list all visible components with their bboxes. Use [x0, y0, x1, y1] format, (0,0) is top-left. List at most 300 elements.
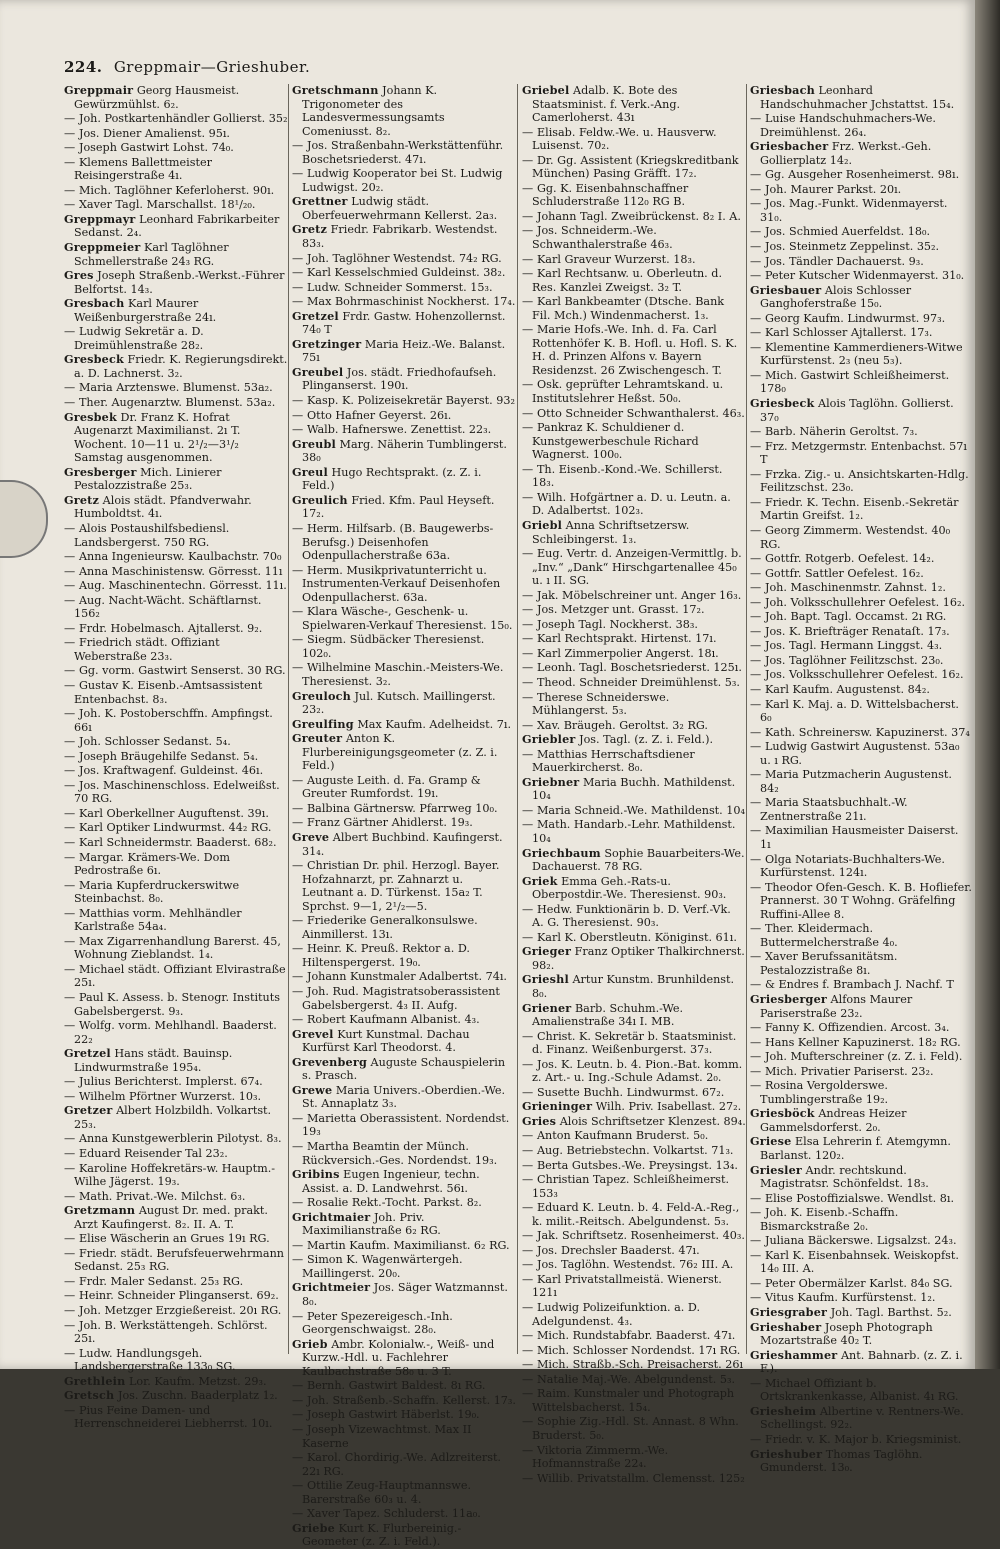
entry-surname: — [522, 323, 534, 337]
entry-surname: — [750, 254, 762, 268]
entry-surname: — [64, 991, 76, 1004]
directory-entry [292, 438, 516, 465]
entry-details: Jos. städt. Friedhofaufseh. Plinganserst. 190ı. [302, 365, 497, 393]
entry-details: Ludw. Schneider Sommerst. 15₃. [306, 280, 493, 294]
entry-surname: — [292, 563, 304, 577]
entry-surname: — [292, 1111, 304, 1125]
entry-surname: — [64, 579, 76, 593]
directory-entry [292, 409, 516, 423]
entry-surname: — [292, 985, 304, 998]
entry-surname: — [750, 768, 762, 782]
entry-surname: — [522, 378, 534, 392]
directory-entry [64, 1075, 288, 1089]
directory-entry [522, 1472, 746, 1486]
entry-surname: — [64, 593, 76, 607]
directory-entry [522, 1115, 746, 1129]
directory-entry [64, 1162, 288, 1189]
entry-details: Theodor Ofen-Gesch. K. B. Hofliefer. Prannerst. 30 T Wohng. Gräfelfing Ruffini-Allee 8. [760, 880, 972, 921]
entry-details: Peter Spezereigesch.-Inh. Georgenschwaigst. 28₀. [302, 1309, 453, 1337]
directory-entry [750, 993, 972, 1020]
directory-entry [750, 922, 972, 949]
entry-details: Max Zigarrenhandlung Barerst. 45, Wohnung Zieblandst. 1₄. [74, 934, 281, 962]
directory-entry [750, 1306, 972, 1320]
directory-entry [64, 1047, 288, 1074]
page-number: 224. [64, 58, 103, 76]
directory-entry [64, 679, 288, 706]
entry-surname: — [292, 773, 304, 787]
entry-details: Kasp. K. Polizeisekretär Bayerst. 93₂ [306, 394, 515, 408]
entry-details: Hans Kellner Kapuzinerst. 18₂ RG. [764, 1035, 961, 1049]
entry-details: Johann Kunstmaler Adalbertst. 74ı. [306, 970, 507, 984]
entry-surname: — [292, 914, 304, 928]
directory-entry [522, 676, 746, 690]
entry-details: Joh. Mufterschreiner (z. Z. i. Feld). [764, 1050, 963, 1064]
entry-details: Jos. Zuschn. Baaderplatz 1₂. [117, 1389, 278, 1403]
directory-entry [522, 126, 746, 153]
entry-details: Willib. Privatstallm. Clemensst. 125₂ [536, 1471, 745, 1485]
directory-entry [64, 565, 288, 579]
entry-surname: — [750, 1248, 762, 1262]
directory-entry [522, 818, 746, 845]
entry-details: Susette Buchh. Lindwurmst. 67₂. [536, 1085, 725, 1099]
directory-entry [64, 269, 288, 296]
entry-details: Jos. Taglöhn. Westendst. 76₂ III. A. [536, 1258, 734, 1272]
entry-details: Gg. K. Eisenbahnschaffner Schluderstraße 112₀ RG B. [532, 181, 689, 209]
directory-entry [750, 369, 972, 396]
entry-surname: — [750, 595, 762, 609]
entry-details: Wolfg. vorm. Mehlhandl. Baaderst. 22₂ [74, 1019, 277, 1046]
entry-details: Frdr. Maler Sedanst. 25₃ RG. [78, 1274, 244, 1288]
entry-details: Maria Univers.-Oberdien.-We. St. Annaplatz 3₃. [302, 1083, 506, 1111]
entry-details: Pankraz K. Schuldiener d. Kunstgewerbeschule Richard Wagnerst. 100₀. [532, 421, 699, 462]
entry-details: Friedr. städt. Berufsfeuerwehrmann Sedanst. 25₃ RG. [74, 1246, 284, 1274]
entry-surname: — [522, 632, 534, 646]
directory-entry [750, 1135, 972, 1162]
directory-entry [522, 1144, 746, 1158]
entry-details: Luise Handschuhmachers-We. Dreimühlenst. 26₄. [760, 112, 936, 139]
entry-surname: Greulfing [292, 716, 354, 731]
entry-surname: Greppmayr [64, 211, 136, 226]
entry-details: Johann K. Trigonometer des Landesvermessungsamts Comeniusst. 8₂. [302, 84, 445, 138]
directory-entry [522, 1229, 746, 1243]
entry-details: Maria Staatsbuchhalt.-W. Zentnerstraße 21ı. [760, 796, 908, 823]
entry-details: Joh. Volksschullehrer Oefelest. 16₂. [764, 595, 966, 609]
directory-entry [64, 750, 288, 764]
entry-details: Klara Wäsche-, Geschenk- u. Spielwaren-Verkauf Theresienst. 15₀. [302, 605, 513, 632]
entry-surname: — [750, 922, 762, 936]
column-divider [746, 84, 747, 1354]
directory-entry [292, 281, 516, 295]
entry-details: Eduard Reisender Tal 23₂. [78, 1147, 228, 1161]
entry-surname: — [522, 547, 534, 561]
entry-surname: Griesböck [750, 1106, 815, 1121]
directory-entry [750, 84, 972, 111]
entry-details: Alois Schriftsetzer Klenzest. 89₄. [559, 1114, 746, 1128]
directory-entry [64, 1147, 288, 1161]
entry-details: Matthias Herrschaftsdiener Mauerkircherst. 8₀. [532, 747, 695, 775]
entry-surname: — [750, 796, 762, 810]
entry-surname: — [292, 1013, 304, 1027]
entry-details: Herm. Musikprivatunterricht u. Instrumenten-Verkauf Deisenhofen Odenpullacherst. 63a. [302, 563, 501, 604]
directory-entry [522, 1002, 746, 1029]
directory-entry [522, 224, 746, 251]
entry-details: Simon K. Wagenwärtergeh. Maillingerst. 20₀. [302, 1253, 463, 1280]
entry-surname: — [522, 462, 534, 476]
entry-surname: — [522, 1387, 534, 1401]
page-range: Greppmair—Grieshuber. [113, 58, 311, 76]
entry-surname: — [750, 880, 762, 894]
directory-entry [64, 127, 288, 141]
entry-surname: — [522, 690, 534, 704]
directory-entry [64, 821, 288, 835]
directory-entry [64, 807, 288, 821]
directory-entry [522, 1129, 746, 1143]
entry-details: Anton Kaufmann Bruderst. 5₀. [536, 1129, 709, 1143]
directory-entry [292, 633, 516, 660]
entry-details: Karol. Chordirig.-We. Adlzreiterst. 22ı RG. [302, 1451, 501, 1478]
directory-entry [750, 1107, 972, 1134]
entry-details: Kurt Kunstmal. Dachau Kurfürst Karl Theodorst. 4. [302, 1027, 470, 1055]
entry-surname: — [64, 1089, 76, 1103]
directory-entry [750, 668, 972, 682]
directory-entry [292, 985, 516, 1012]
entry-surname: — [292, 139, 304, 153]
entry-details: Joseph Vizewachtmst. Max II Kaserne [302, 1422, 472, 1450]
entry-details: Emma Geh.-Rats-u. Oberpostdir.-We. Theresienst. 90₃. [532, 874, 727, 902]
entry-surname: — [522, 718, 534, 732]
entry-details: Anna Ingenieursw. Kaulbachstr. 70₀ [78, 550, 282, 564]
entry-surname: — [292, 521, 304, 535]
entry-details: Frdr. Hobelmasch. Ajtallerst. 9₂. [78, 621, 263, 635]
entry-details: Jos. Maschinenschloss. Edelweißst. 70 RG. [74, 778, 280, 806]
entry-surname: — [64, 1304, 76, 1318]
directory-entry [292, 1168, 516, 1195]
entry-details: Wilhelmine Maschin.-Meisters-We. Theresienst. 3₂. [302, 661, 504, 688]
entry-surname: — [64, 381, 76, 395]
entry-surname: — [750, 725, 762, 739]
entry-details: Albertine v. Rentners-We. Schellingst. 92₂. [760, 1404, 964, 1432]
directory-entry [64, 907, 288, 934]
directory-entry [292, 732, 516, 773]
directory-entry [64, 579, 288, 593]
entry-details: Math. Handarb.-Lehr. Mathildenst. 10₄ [532, 818, 736, 845]
entry-surname: — [750, 1079, 762, 1093]
entry-details: Karl Schneidermstr. Baaderst. 68₂. [78, 835, 277, 849]
directory-entry [750, 726, 972, 740]
entry-details: Friederike Generalkonsulswe. Ainmillerst. 13ı. [302, 914, 478, 941]
directory-entry [522, 1058, 746, 1085]
entry-details: Ludwig Kooperator bei St. Ludwig Ludwigst. 20₂. [302, 167, 503, 194]
entry-surname: — [522, 1201, 534, 1215]
entry-details: Christian Dr. phil. Herzogl. Bayer. Hofzahnarzt, pr. Zahnarzt u. Leutnant a. D. Türkenst. 15a₂ T. Sprchst. 9—1, 2¹/₂—5. [302, 859, 500, 913]
directory-entry [64, 84, 288, 111]
directory-entry [292, 1028, 516, 1055]
directory-entry [292, 394, 516, 408]
entry-surname: Griebner [522, 774, 580, 789]
entry-surname: — [750, 439, 762, 453]
entry-surname: — [64, 850, 76, 864]
entry-surname: — [750, 682, 762, 696]
entry-surname: — [522, 603, 534, 617]
directory-entry [64, 991, 288, 1018]
directory-entry [292, 718, 516, 732]
directory-entry [750, 1079, 972, 1106]
directory-entry [64, 622, 288, 636]
directory-entry [292, 1112, 516, 1139]
entry-surname: — [292, 408, 304, 422]
directory-entry [522, 661, 746, 675]
entry-surname: Greppmeier [64, 240, 141, 255]
directory-entry [292, 1479, 516, 1506]
entry-surname: Griese [750, 1134, 792, 1149]
entry-surname: Griesberger [750, 992, 827, 1006]
entry-surname: — [750, 168, 762, 182]
entry-surname: — [64, 1289, 76, 1303]
entry-details: Peter Obermälzer Karlst. 84₀ SG. [764, 1276, 953, 1290]
directory-entry [292, 338, 516, 365]
directory-entry [522, 182, 746, 209]
entry-surname: — [64, 198, 76, 212]
directory-entry [522, 847, 746, 874]
entry-surname: Gretzel [292, 308, 339, 323]
directory-entry [750, 468, 972, 495]
entry-surname: — [292, 633, 304, 647]
entry-details: Johann Tagl. Zweibrückenst. 8₂ I. A. [536, 209, 741, 223]
entry-details: Joh. Taglöhner Westendst. 74₂ RG. [306, 251, 502, 265]
entry-details: Max Bohrmaschinist Nockherst. 17₄. [306, 295, 516, 309]
entry-details: Mich. Gastwirt Schleißheimerst. 178₀ [760, 368, 950, 396]
directory-entry [64, 1104, 288, 1131]
entry-details: & Endres f. Brambach J. Nachf. T [764, 978, 954, 992]
directory-entry [64, 1404, 288, 1431]
entry-details: Kath. Schreinersw. Kapuzinerst. 37₄ [764, 725, 970, 739]
entry-details: Elise Wäscherin an Grues 19ı RG. [78, 1232, 270, 1246]
directory-entry [522, 603, 746, 617]
entry-details: Franz Gärtner Ahidlerst. 19₃. [306, 816, 473, 830]
entry-surname: — [522, 1443, 534, 1457]
entry-surname: — [522, 1229, 534, 1243]
directory-entry [64, 1289, 288, 1303]
entry-surname: — [292, 423, 304, 437]
entry-details: Pius Feine Damen- und Herrenschneiderei Liebherrst. 10ı. [74, 1403, 273, 1431]
directory-entry [522, 1201, 746, 1228]
directory-entry [750, 567, 972, 581]
entry-details: Joseph Straßenb.-Werkst.-Führer Belfortst. 14₃. [74, 269, 285, 296]
directory-entry [522, 1173, 746, 1200]
entry-surname: — [64, 1075, 76, 1089]
directory-entry [64, 112, 288, 126]
entry-details: Mich. Rundstabfabr. Baaderst. 47ı. [536, 1329, 736, 1343]
entry-surname: — [292, 1507, 304, 1521]
directory-entry [292, 661, 516, 688]
directory-entry [292, 1253, 516, 1280]
entry-details: Rosalie Rekt.-Tocht. Parkst. 8₂. [306, 1196, 482, 1210]
directory-entry [64, 141, 288, 155]
entry-details: Otto Schneider Schwanthalerst. 46₃. [536, 406, 745, 420]
entry-details: Barb. Näherin Geroltst. 7₃. [764, 425, 918, 439]
entry-surname: — [750, 978, 762, 992]
entry-details: Raim. Kunstmaler und Photograph Wittelsbacherst. 15₄. [532, 1387, 735, 1414]
directory-entry [750, 1206, 972, 1233]
entry-details: Joh. Straßenb.-Schaffn. Kellerst. 17₃. [306, 1393, 516, 1407]
entry-surname: — [750, 1234, 762, 1248]
directory-entry [292, 295, 516, 309]
directory-entry [750, 1433, 972, 1447]
entry-details: Adalb. K. Bote des Staatsminist. f. Verk.-Ang. Camerloherst. 43ı [532, 84, 681, 125]
entry-details: Wilh. Priv. Isabellast. 27₂. [595, 1100, 742, 1114]
entry-details: Jak. Schriftsetz. Rosenheimerst. 40₃. [536, 1229, 745, 1243]
entry-surname: Greulich [292, 492, 348, 507]
entry-surname: — [522, 1415, 534, 1429]
directory-entry [522, 804, 746, 818]
entry-details: Joseph Tagl. Nockherst. 38₃. [536, 617, 698, 631]
entry-surname: — [292, 1422, 304, 1436]
entry-surname: — [64, 141, 76, 155]
directory-entry [64, 241, 288, 268]
entry-details: Maria Putzmacherin Augustenst. 84₂ [760, 768, 952, 795]
entry-surname: — [750, 566, 762, 580]
entry-surname: — [750, 225, 762, 239]
entry-details: Heinr. Schneider Plinganserst. 69₂. [78, 1289, 279, 1303]
entry-details: Auguste Schauspielerin s. Prasch. [302, 1055, 506, 1083]
directory-entry [522, 1159, 746, 1173]
entry-details: Mich. Straßb.-Sch. Preisacherst. 26ı [536, 1358, 744, 1372]
entry-surname: — [750, 824, 762, 838]
directory-entry [750, 140, 972, 167]
entry-details: Karl K. Eisenbahnsek. Weiskopfst. 14₀ III. A. [760, 1248, 959, 1276]
entry-surname: — [750, 697, 762, 711]
directory-entry [750, 1291, 972, 1305]
directory-entry [64, 466, 288, 493]
entry-surname: — [522, 1272, 534, 1286]
directory-entry [522, 421, 746, 462]
entry-surname: — [522, 252, 534, 266]
entry-details: Martha Beamtin der Münch. Rückversich.-Ges. Nordendst. 19₃. [302, 1140, 498, 1167]
entry-surname: — [522, 1343, 534, 1357]
entry-surname: Gresberger [64, 464, 137, 479]
entry-surname: — [522, 803, 534, 817]
directory-entry [292, 1507, 516, 1521]
entry-surname: — [522, 153, 534, 167]
entry-details: Joh. Priv. Maximilianstraße 6₂ RG. [302, 1210, 441, 1238]
entry-surname: — [292, 1379, 304, 1393]
directory-entry [522, 1100, 746, 1114]
entry-details: Friedr. K. Techn. Eisenb.-Sekretär Martin Greifst. 1₂. [760, 495, 959, 523]
entry-surname: — [522, 224, 534, 238]
entry-surname: Gres [64, 268, 94, 283]
entry-details: Jos. Schmied Auerfeldst. 18₀. [764, 225, 931, 239]
directory-entry [522, 903, 746, 930]
directory-entry [522, 253, 746, 267]
entry-surname: — [750, 112, 762, 126]
entry-surname: Gretsch [64, 1388, 115, 1403]
entry-surname: — [64, 835, 76, 849]
directory-entry [750, 1377, 972, 1404]
entry-details: Friedr. v. K. Major b. Kriegsminist. [764, 1432, 962, 1446]
entry-surname: — [64, 183, 76, 197]
entry-details: Christian Tapez. Schleißheimerst. 153₃ [532, 1173, 730, 1200]
entry-surname: Greul [292, 464, 328, 479]
entry-surname: Grewe [292, 1082, 333, 1097]
entry-surname: — [750, 668, 762, 682]
entry-details: Jos. Taglöhner Feilitzschst. 23₀. [764, 653, 944, 667]
entry-details: Franz Optiker Thalkirchnerst. 98₂. [532, 945, 745, 972]
column-3 [522, 83, 746, 1485]
entry-surname: Gretz [64, 492, 100, 507]
directory-entry [64, 707, 288, 734]
entry-surname: — [522, 1471, 534, 1485]
directory-entry [750, 1021, 972, 1035]
entry-surname: — [64, 749, 76, 763]
entry-details: Friedrich städt. Offiziant Weberstraße 23₃. [74, 636, 220, 663]
directory-entry [64, 636, 288, 663]
directory-entry [292, 1310, 516, 1337]
entry-details: Auguste Leith. d. Fa. Gramp & Greuter Rumfordst. 19ı. [302, 773, 481, 801]
entry-surname: Griebel [522, 83, 570, 97]
entry-surname: — [750, 368, 762, 382]
entry-surname: — [64, 735, 76, 749]
entry-details: Natalie Maj.-We. Abelgundenst. 5₃. [536, 1372, 736, 1386]
entry-details: Frdr. Gastw. Hohenzollernst. 74₀ T [302, 309, 506, 337]
directory-entry [64, 963, 288, 990]
directory-entry [292, 466, 516, 493]
entry-details: Artur Kunstm. Brunhildenst. 8₀. [532, 973, 735, 1000]
entry-surname: Grieger [522, 944, 572, 959]
book-gutter [975, 0, 1000, 1369]
entry-surname: Griek [522, 873, 558, 888]
entry-details: Math. Privat.-We. Milchst. 6₃. [78, 1189, 246, 1203]
entry-surname: — [750, 182, 762, 196]
entry-surname: Griener [522, 1000, 572, 1015]
directory-entry [64, 735, 288, 749]
entry-details: Jos. Metzger unt. Grasst. 17₂. [536, 603, 705, 617]
directory-entry [750, 796, 972, 823]
directory-entry [292, 914, 516, 941]
entry-surname: — [750, 1021, 762, 1035]
directory-entry [292, 605, 516, 632]
directory-entry [64, 836, 288, 850]
entry-details: Friedr. K. Regierungsdirekt. a. D. Lachnerst. 3₂. [74, 353, 288, 380]
entry-details: Maximilian Hausmeister Daiserst. 1ı [760, 824, 959, 851]
entry-details: Ottilie Zeug-Hauptmannswe. Barerstraße 60₃ u. 4. [302, 1479, 472, 1506]
directory-entry [750, 1050, 972, 1064]
entry-details: Joh. K. Eisenb.-Schaffn. Bismarckstraße 2₀. [760, 1206, 899, 1233]
entry-surname: — [750, 610, 762, 624]
directory-entry [750, 312, 972, 326]
entry-details: Gottfr. Rotgerb. Oefelest. 14₂. [764, 552, 935, 566]
entry-surname: — [64, 707, 76, 721]
entry-surname: — [292, 167, 304, 181]
entry-surname: — [292, 859, 304, 873]
directory-entry [750, 112, 972, 139]
entry-details: Karl Privatstallmeistä. Wienerst. 121ı [532, 1272, 722, 1300]
entry-details: Klemens Ballettmeister Reisingerstraße 4ı. [74, 155, 212, 183]
directory-entry [750, 596, 972, 610]
entry-details: Karl Rechtsanw. u. Oberleutn. d. Res. Kanzlei Zweigst. 3₂ T. [532, 267, 723, 294]
entry-surname: — [750, 1035, 762, 1049]
entry-surname: — [522, 421, 534, 435]
entry-details: Karl Kaufm. Augustenst. 84₂. [764, 682, 930, 696]
directory-entry [64, 1247, 288, 1274]
entry-details: Jos. K. Briefträger Renataſt. 17₃. [764, 624, 950, 638]
directory-entry [750, 440, 972, 467]
entry-details: Thomas Taglöhn. Gmunderst. 13₀. [760, 1447, 923, 1475]
entry-surname: — [64, 155, 76, 169]
entry-details: Anna Kunstgewerblerin Pilotyst. 8₃. [78, 1132, 282, 1146]
entry-details: Jos. Schneiderm.-We. Schwanthalerstraße 46₃. [532, 224, 673, 252]
entry-surname: — [522, 661, 534, 675]
directory-entry [522, 1244, 746, 1258]
